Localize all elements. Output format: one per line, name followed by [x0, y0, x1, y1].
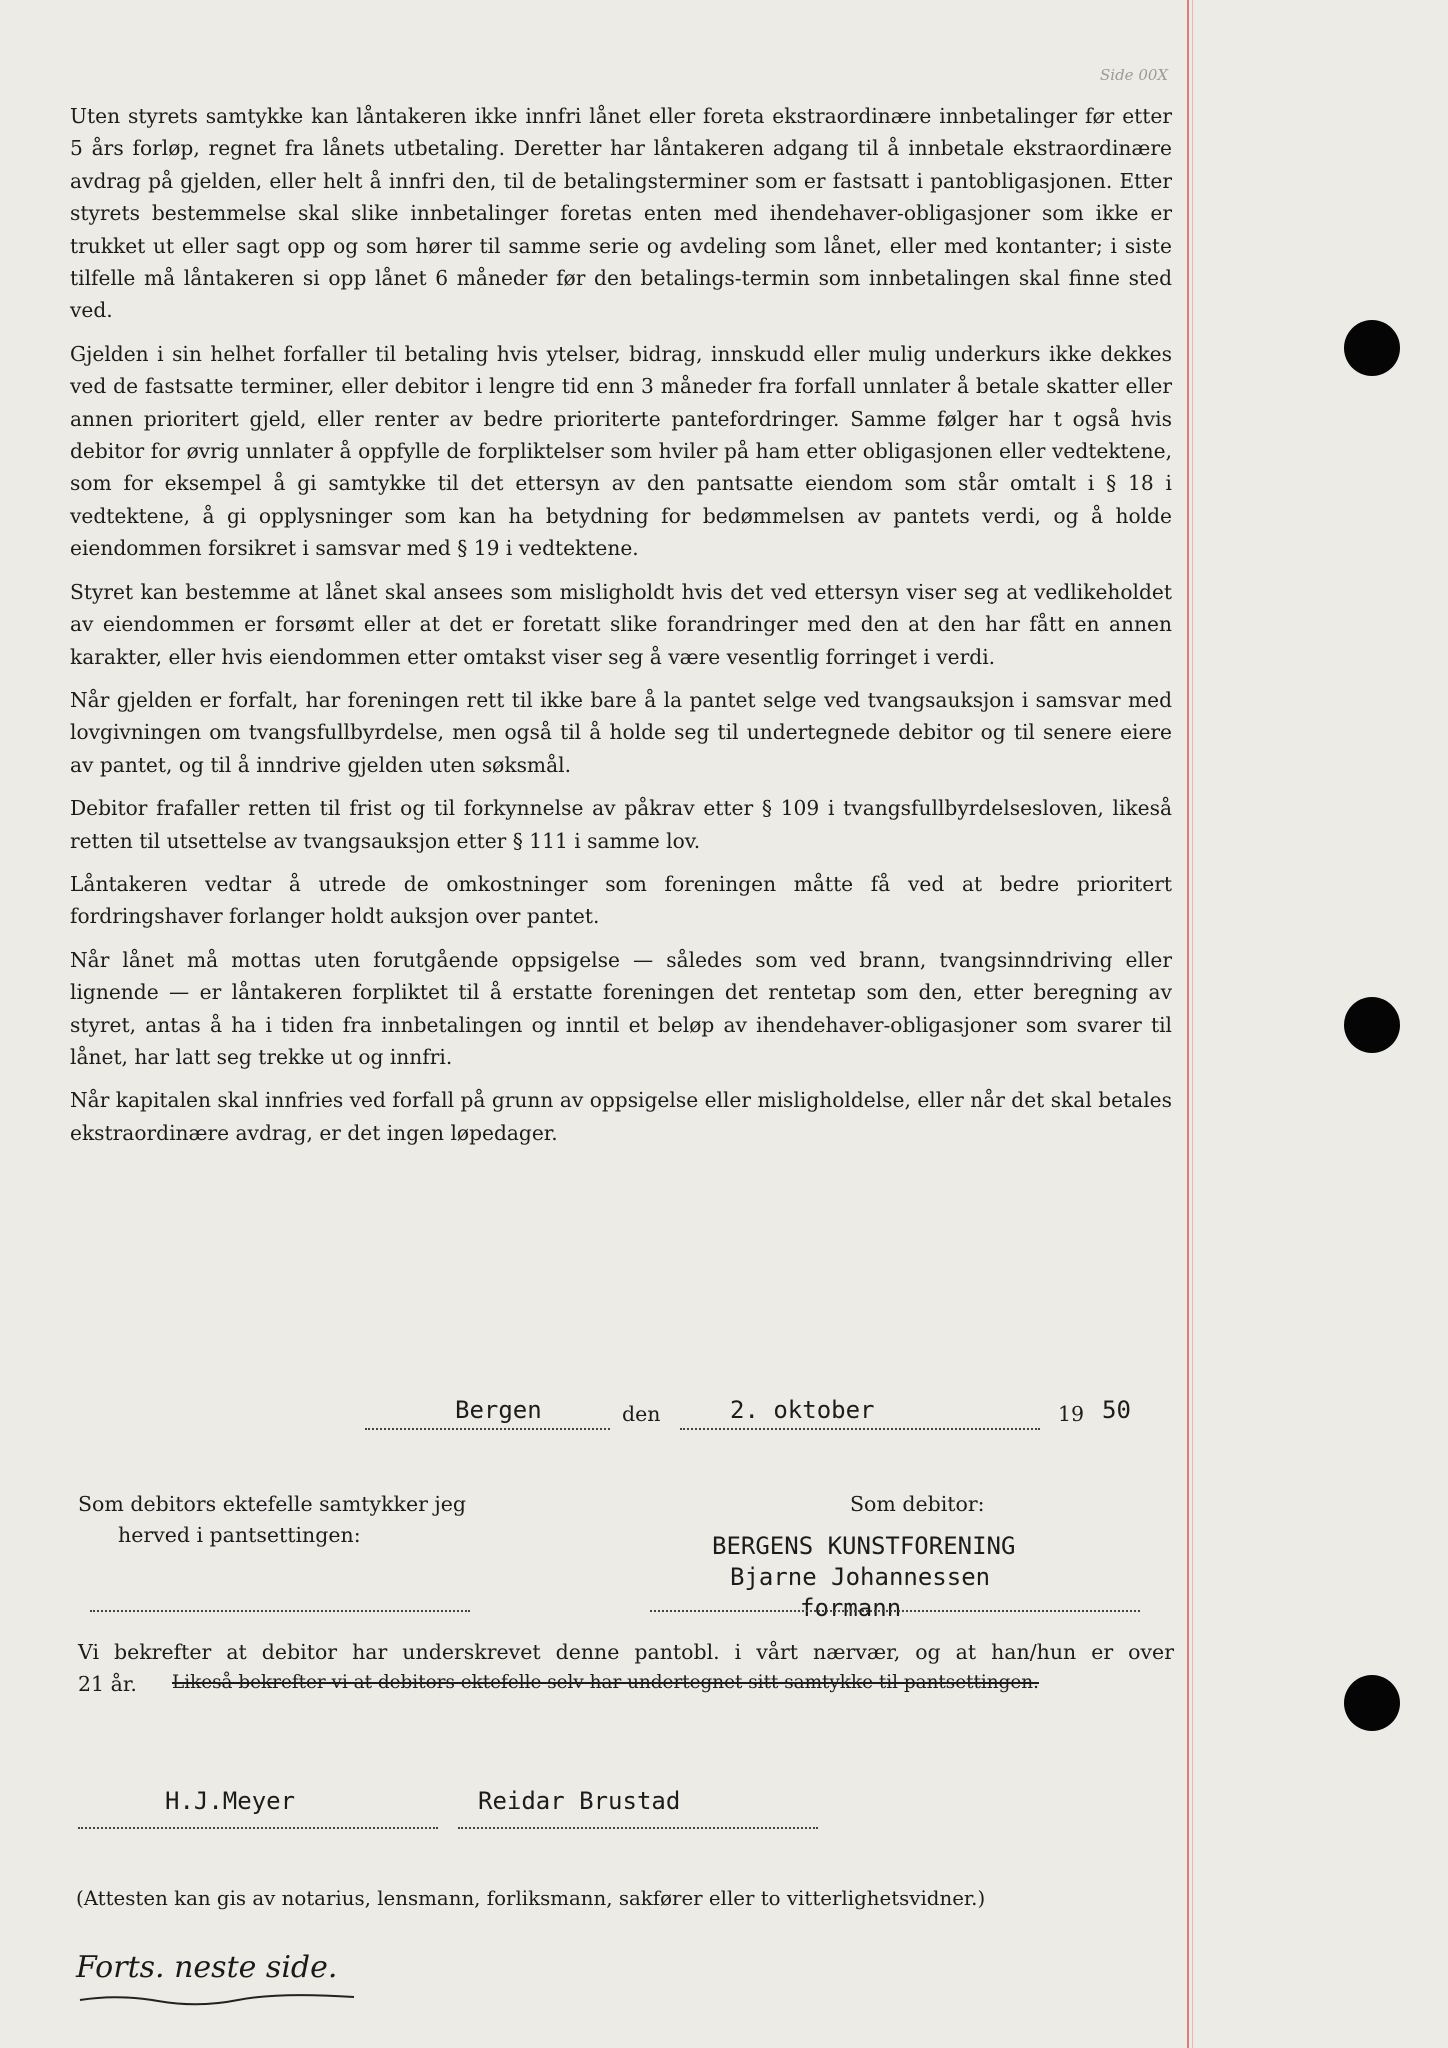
date-value: 2. oktober	[730, 1396, 875, 1424]
paragraph-waiver: Debitor frafaller retten til frist og til forkynnelse av påkrav etter § 109 i tvangsfullbyrdelsesloven, likeså retten til utsettelse av tvangsauksjon etter § 111 i samme lov.	[70, 796, 1172, 853]
margin-line-secondary	[1192, 0, 1193, 2048]
debtor-title: formann	[800, 1594, 902, 1622]
handwritten-underline	[78, 1990, 358, 2010]
paragraph-costs: Låntakeren vedtar å utrede de omkostninger som foreningen måtte få ved at bedre prioritert fordringshaver forlanger holdt auksjon over pantet.	[70, 871, 1172, 929]
page-number: Side 00X	[1100, 66, 1169, 84]
spouse-consent-line2: herved i pantsettingen:	[118, 1523, 361, 1547]
dotline-witness-1	[78, 1827, 438, 1829]
body-text	[70, 100, 1172, 1160]
attestation-line2-struck: Likeså bekrefter vi at debitors ektefelle selv har undertegnet sitt samtykke til pantsettingen.	[172, 1672, 1039, 1693]
witness-2: Reidar Brustad	[478, 1787, 681, 1815]
date-place: Bergen	[455, 1396, 542, 1424]
dotline-debtor-signature	[650, 1610, 1140, 1612]
paragraph-interest-loss: Når lånet må mottas uten forutgående oppsigelse — således som ved brann, tvangsinndriving eller lignende — er låntakeren forpliktet til å erstatte foreningen det rentetap som den, etter beregning av styret, antas å ha i tiden fra innbetalingen og inntil et beløp av ihendehaver-obligasjoner som svarer til lånet, har latt seg trekke ut og innfri.	[70, 947, 1172, 1069]
paragraph-breach: Styret kan bestemme at lånet skal ansees som misligholdt hvis det ved ettersyn viser seg at vedlikeholdet av eiendommen er forsømt eller at det er foretatt slike forandringer med den at den har fått en annen karakter, eller hvis eiendommen etter omtakst viser seg å være vesentlig forringet i verdi.	[70, 579, 1172, 669]
debtor-name: Bjarne Johannessen	[730, 1563, 991, 1591]
dotline-spouse-signature	[90, 1610, 470, 1612]
date-den-label: den	[622, 1402, 661, 1426]
debtor-org: BERGENS KUNSTFORENING	[712, 1532, 1016, 1560]
dotline-date	[680, 1428, 1040, 1430]
date-year-suffix: 50	[1102, 1396, 1131, 1424]
attestation-line2-prefix: 21 år.	[78, 1672, 137, 1696]
dotline-place	[365, 1428, 610, 1430]
paragraph-enforcement: Når gjelden er forfalt, har foreningen rett til ikke bare å la pantet selge ved tvangsauksjon i samsvar med lovgivningen om tvangsfullbyrdelse, men også til å holde seg til undertegnede debitor og til senere eiere av pantet, og til å inndrive gjelden uten søksmål.	[70, 687, 1172, 777]
punch-hole-top	[1344, 320, 1400, 376]
dotline-witness-2	[458, 1827, 818, 1829]
witness-1: H.J.Meyer	[165, 1787, 296, 1815]
paragraph-no-grace-days: Når kapitalen skal innfries ved forfall på grunn av oppsigelse eller misligholdelse, eller når det skal betales ekstraordinære avdrag, er det ingen løpedager.	[70, 1088, 1172, 1145]
attestation-line1: Vi bekrefter at debitor har underskrevet denne pantobl. i vårt nærvær, og at han/hun er over	[78, 1640, 1174, 1664]
footnote: (Attesten kan gis av notarius, lensmann, forliksmann, sakfører eller to vitterlighetsvidner.)	[76, 1887, 986, 1910]
punch-hole-bottom	[1344, 1675, 1400, 1731]
paragraph-early-repayment: Uten styrets samtykke kan låntakeren ikke innfri lånet eller foreta ekstraordinære innbetalinger før etter 5 års forløp, regnet fra lånets utbetaling. Deretter har låntakeren adgang til å innbetale ekstraordinære avdrag på gjelden, eller helt å innfri den, til de betalingsterminer som er fastsatt i pantobligasjonen. Etter styrets bestemmelse skal slike innbetalinger foretas enten med ihendehaver-obligasjoner som ikke er trukket ut eller sagt opp og som hører til samme serie og avdeling som lånet, eller med kontanter; i siste tilfelle må låntakeren si opp lånet 6 måneder før den betalings-termin som innbetalingen skal finne sted ved.	[70, 104, 1172, 323]
handwritten-note: Forts. neste side.	[76, 1950, 338, 1985]
date-year-prefix: 19	[1058, 1402, 1085, 1426]
paragraph-default: Gjelden i sin helhet forfaller til betaling hvis ytelser, bidrag, innskudd eller mulig underkurs ikke dekkes ved de fastsatte terminer, eller debitor i lengre tid enn 3 måneder fra forfall unnlater å betale skatter eller annen prioritert gjeld, eller renter av bedre prioriterte pantefordringer. Samme følger har t også hvis debitor for øvrig unnlater å oppfylle de forpliktelser som hviler på ham etter obligasjonen eller vedtektene, som for eksempel å gi samtykke til det ettersyn av den pantsatte eiendom som står omtalt i § 18 i vedtektene, å gi opplysninger som kan ha betydning for bedømmelsen av pantets verdi, og å holde eiendommen forsikret i samsvar med § 19 i vedtektene.	[70, 341, 1172, 561]
punch-hole-middle	[1344, 997, 1400, 1053]
debtor-label: Som debitor:	[850, 1492, 985, 1516]
margin-line	[1187, 0, 1189, 2048]
spouse-consent-line1: Som debitors ektefelle samtykker jeg	[78, 1492, 466, 1516]
